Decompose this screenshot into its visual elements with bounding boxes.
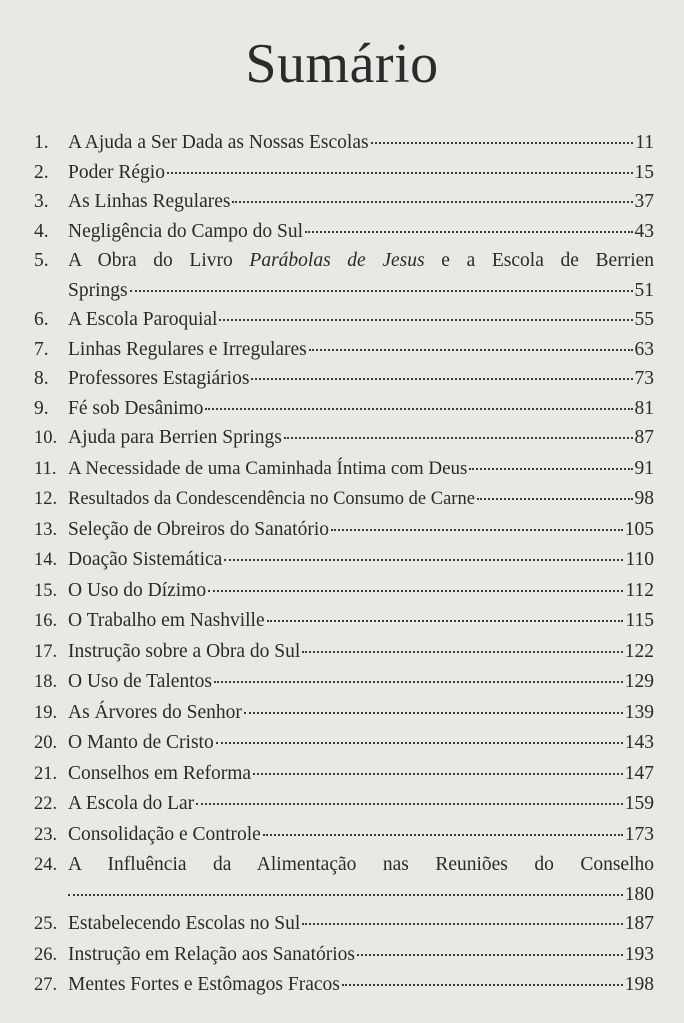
toc-entry xyxy=(34,305,654,335)
dot-leader xyxy=(216,742,623,744)
page-title: Sumário xyxy=(245,33,439,95)
entry-number: 2. xyxy=(34,161,49,183)
entry-page: 115 xyxy=(625,610,654,631)
entry-number: 6. xyxy=(34,309,49,330)
dot-leader xyxy=(219,319,632,321)
dot-leader xyxy=(68,894,623,896)
entry-page: 147 xyxy=(624,762,654,784)
toc-entry xyxy=(34,217,654,247)
entry-number: 12. xyxy=(34,489,58,509)
entry-number: 1. xyxy=(34,132,49,153)
entry-title: Linhas Regulares e Irregulares xyxy=(68,338,307,360)
toc-entry xyxy=(34,576,654,607)
dot-leader xyxy=(263,834,623,836)
entry-number: 27. xyxy=(34,975,58,995)
entry-title: A Ajuda a Ser Dada as Nossas Escolas xyxy=(68,132,369,153)
entry-number: 19. xyxy=(34,702,58,723)
entry-number: 25. xyxy=(34,914,58,934)
entry-title: A Escola Paroquial xyxy=(68,309,218,330)
entry-number: 20. xyxy=(34,733,58,753)
entry-title: Seleção de Obreiros do Sanatório xyxy=(68,518,330,540)
entry-page: 15 xyxy=(634,161,654,183)
entry-number: 16. xyxy=(34,611,58,631)
entry-number: 22. xyxy=(34,794,58,814)
entry-title: O Uso de Talentos xyxy=(68,671,212,692)
entry-number: 7. xyxy=(34,338,49,360)
toc-entry xyxy=(34,850,654,909)
toc-entry xyxy=(34,789,654,820)
entry-title: Doação Sistemática xyxy=(68,549,223,570)
toc-entry xyxy=(34,728,654,759)
toc-entry xyxy=(34,423,654,454)
entry-page: 143 xyxy=(624,732,654,753)
dot-leader xyxy=(196,803,623,805)
entry-title-part: A Obra do Livro xyxy=(68,250,233,271)
dot-leader xyxy=(253,773,623,775)
entry-page: 112 xyxy=(625,579,654,601)
dot-leader xyxy=(244,712,623,714)
entry-title: A Necessidade de uma Caminhada Íntima com Deus xyxy=(68,457,468,479)
dot-leader xyxy=(205,408,632,410)
toc-entry xyxy=(34,545,654,576)
entry-title-part: e a Escola de Berrien xyxy=(441,250,655,271)
dot-leader xyxy=(208,590,623,592)
toc-entry xyxy=(34,454,654,485)
entry-number: 11. xyxy=(34,458,57,479)
entry-number: 26. xyxy=(34,944,58,965)
entry-title: Instrução sobre a Obra do Sul xyxy=(68,640,301,662)
entry-page: 63 xyxy=(634,338,654,360)
entry-number: 23. xyxy=(34,824,58,845)
entry-title: As Linhas Regulares xyxy=(68,191,231,212)
entry-page: 173 xyxy=(624,823,654,845)
toc-entry xyxy=(34,759,654,790)
entry-title-continuation: Springs xyxy=(68,279,128,301)
dot-leader xyxy=(342,984,623,986)
toc-entry xyxy=(34,515,654,546)
entry-number: 4. xyxy=(34,220,49,242)
dot-leader xyxy=(267,620,624,622)
toc-entry xyxy=(34,940,654,971)
entry-title: A Influência da Alimentação nas Reuniões do Conselho xyxy=(68,854,654,875)
dot-leader xyxy=(371,142,634,144)
dot-leader xyxy=(251,378,632,380)
entry-page: 87 xyxy=(634,427,654,448)
entry-title: Conselhos em Reforma xyxy=(68,762,252,784)
dot-leader xyxy=(302,651,622,653)
entry-page: 98 xyxy=(634,488,654,509)
entry-title: Mentes Fortes e Estômagos Fracos xyxy=(68,974,340,995)
entry-title: Instrução em Relação aos Sanatórios xyxy=(68,943,355,965)
entry-number: 21. xyxy=(34,763,58,784)
entry-page: 122 xyxy=(624,640,654,662)
toc-entry xyxy=(34,484,654,515)
dot-leader xyxy=(305,231,632,233)
entry-title: A Escola do Lar xyxy=(68,793,195,814)
entry-title: Negligência do Campo do Sul xyxy=(68,220,304,242)
dot-leader xyxy=(232,201,632,203)
dot-leader xyxy=(284,437,633,439)
toc-entry xyxy=(34,187,654,217)
dot-leader xyxy=(477,498,633,500)
toc-entry xyxy=(34,970,654,1001)
dot-leader xyxy=(167,172,633,174)
entry-number: 17. xyxy=(34,641,58,662)
entry-title: O Trabalho em Nashville xyxy=(68,610,265,631)
entry-number: 18. xyxy=(34,672,58,692)
dot-leader xyxy=(357,954,623,956)
toc-entry xyxy=(34,394,654,424)
entry-number: 8. xyxy=(34,368,49,389)
entry-number: 15. xyxy=(34,580,58,601)
table-of-contents xyxy=(34,128,654,1001)
entry-title-line xyxy=(68,246,654,276)
entry-page: 11 xyxy=(635,132,654,153)
entry-title: Estabelecendo Escolas no Sul xyxy=(68,913,301,934)
entry-number: 14. xyxy=(34,550,58,570)
entry-title: Consolidação e Controle xyxy=(68,823,261,845)
toc-entry xyxy=(34,637,654,668)
toc-entry xyxy=(34,820,654,851)
dot-leader xyxy=(469,468,632,470)
entry-page: 187 xyxy=(624,913,654,934)
toc-entry xyxy=(34,364,654,394)
entry-number: 9. xyxy=(34,397,49,419)
entry-title: Professores Estagiários xyxy=(68,368,250,389)
entry-page: 139 xyxy=(624,701,654,723)
entry-page: 198 xyxy=(624,974,654,995)
entry-page: 91 xyxy=(634,457,654,479)
toc-entry xyxy=(34,909,654,940)
entry-page: 51 xyxy=(634,279,654,301)
entry-title: O Manto de Cristo xyxy=(68,732,214,753)
toc-entry xyxy=(34,667,654,698)
entry-page: 81 xyxy=(634,397,654,419)
entry-page: 43 xyxy=(634,220,654,242)
entry-title-italic: Parábolas de Jesus xyxy=(249,250,425,271)
entry-page: 110 xyxy=(625,549,654,570)
dot-leader xyxy=(309,349,633,351)
entry-page: 105 xyxy=(624,518,654,540)
toc-entry xyxy=(34,158,654,188)
entry-number: 5. xyxy=(34,250,49,271)
entry-title: Fé sob Desânimo xyxy=(68,397,204,419)
entry-page: 129 xyxy=(624,671,654,692)
entry-page: 180 xyxy=(624,883,654,905)
toc-entry xyxy=(34,246,654,305)
entry-page: 73 xyxy=(634,368,654,389)
entry-page: 37 xyxy=(634,191,654,212)
toc-entry xyxy=(34,606,654,637)
entry-number: 24. xyxy=(34,855,58,875)
toc-entry xyxy=(34,128,654,158)
entry-number: 13. xyxy=(34,519,58,540)
dot-leader xyxy=(331,529,623,531)
entry-title: O Uso do Dízimo xyxy=(68,579,207,601)
dot-leader xyxy=(302,923,622,925)
entry-title: Ajuda para Berrien Springs xyxy=(68,427,282,448)
entry-page: 193 xyxy=(624,943,654,965)
toc-entry xyxy=(34,335,654,365)
entry-number: 10. xyxy=(34,428,58,448)
dot-leader xyxy=(130,290,633,292)
entry-number: 3. xyxy=(34,191,49,212)
entry-title: Poder Régio xyxy=(68,161,165,183)
toc-entry xyxy=(34,698,654,729)
entry-title: As Árvores do Senhor xyxy=(68,701,242,723)
entry-page: 159 xyxy=(624,793,654,814)
dot-leader xyxy=(214,681,623,683)
entry-page: 55 xyxy=(634,309,654,330)
entry-title: Resultados da Condescendência no Consumo de Carne xyxy=(68,489,475,509)
dot-leader xyxy=(224,559,623,561)
